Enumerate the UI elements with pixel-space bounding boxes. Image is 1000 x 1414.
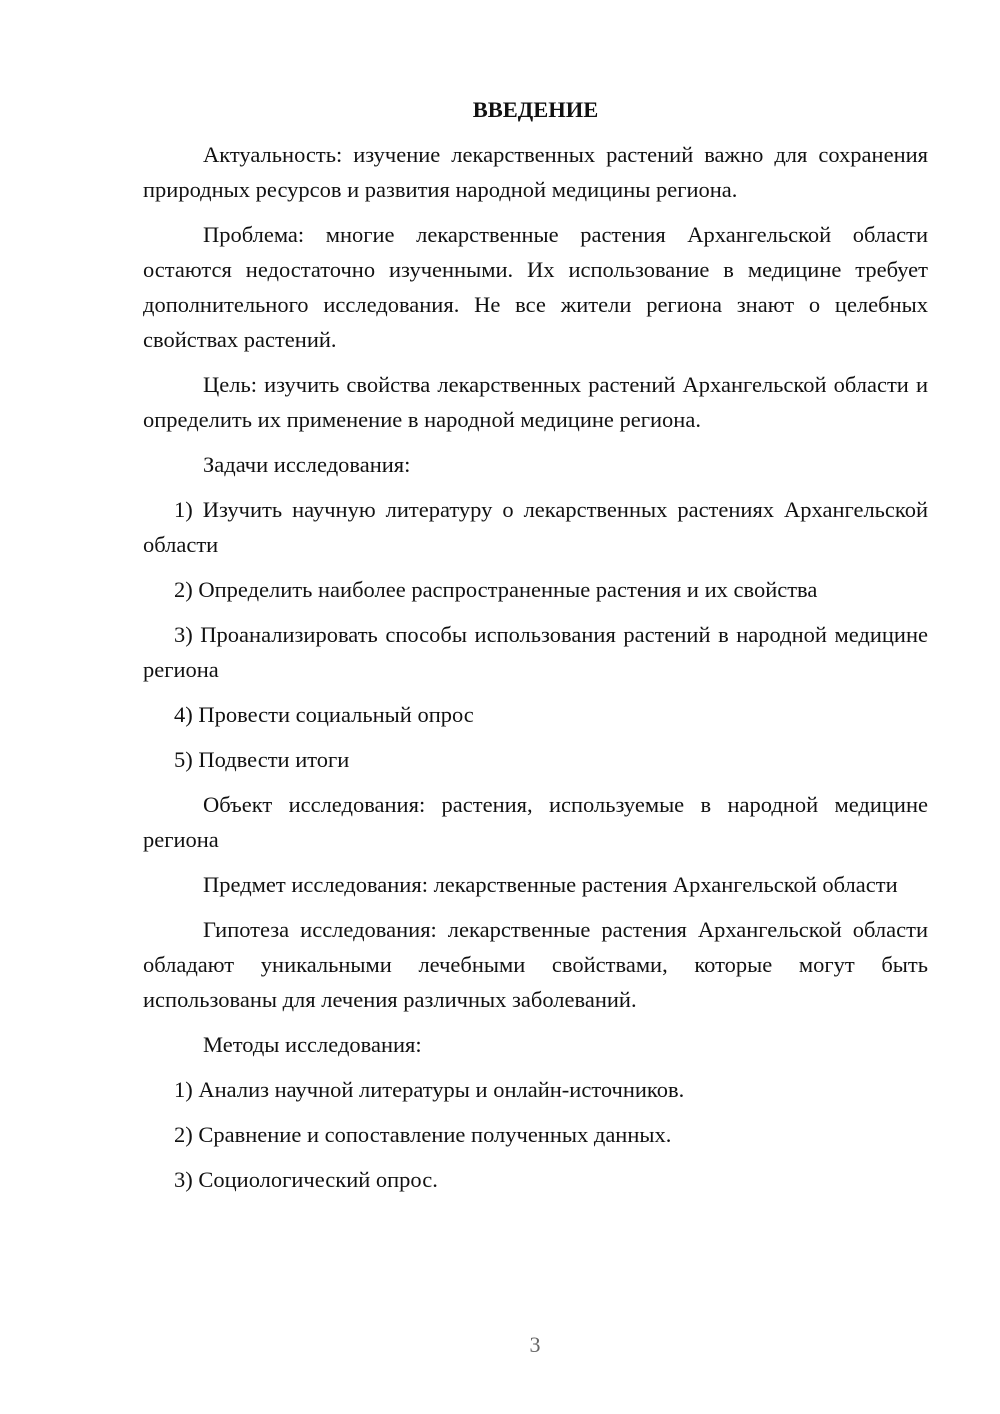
task-item: 3) Проанализировать способы использования растений в народной медицине региона bbox=[143, 622, 928, 682]
methods-heading: Методы исследования: bbox=[203, 1032, 422, 1057]
section-title: ВВЕДЕНИЕ bbox=[472, 97, 599, 122]
goal-paragraph: Цель: изучить свойства лекарственных растений Архангельской области и определить их применение в народной медицине региона. bbox=[143, 372, 928, 432]
object-paragraph: Объект исследования: растения, используемые в народной медицине региона bbox=[143, 792, 928, 852]
subject-paragraph: Предмет исследования: лекарственные растения Архангельской области bbox=[203, 872, 898, 897]
task-item: 5) Подвести итоги bbox=[174, 747, 350, 772]
task-item: 1) Изучить научную литературу о лекарственных растениях Архангельской области bbox=[143, 497, 928, 557]
method-item: 2) Сравнение и сопоставление полученных данных. bbox=[174, 1122, 672, 1147]
page-content bbox=[143, 92, 928, 1207]
task-item: 2) Определить наиболее распространенные растения и их свойства bbox=[174, 577, 818, 602]
hypothesis-paragraph: Гипотеза исследования: лекарственные растения Архангельской области обладают уникальными лечебными свойствами, которые могут быть использованы для лечения различных заболеваний. bbox=[143, 917, 928, 1012]
method-item: 1) Анализ научной литературы и онлайн-источников. bbox=[174, 1077, 685, 1102]
tasks-heading: Задачи исследования: bbox=[203, 452, 411, 477]
page-number: 3 bbox=[529, 1332, 541, 1357]
method-item: 3) Социологический опрос. bbox=[174, 1167, 438, 1192]
problem-paragraph: Проблема: многие лекарственные растения Архангельской области остаются недостаточно изученными. Их использование в медицине требует дополнительного исследования. Не все жители региона знают о целебных свойствах растений. bbox=[143, 222, 928, 352]
task-item: 4) Провести социальный опрос bbox=[174, 702, 474, 727]
relevance-paragraph: Актуальность: изучение лекарственных растений важно для сохранения природных ресурсов и развития народной медицины региона. bbox=[143, 142, 928, 202]
